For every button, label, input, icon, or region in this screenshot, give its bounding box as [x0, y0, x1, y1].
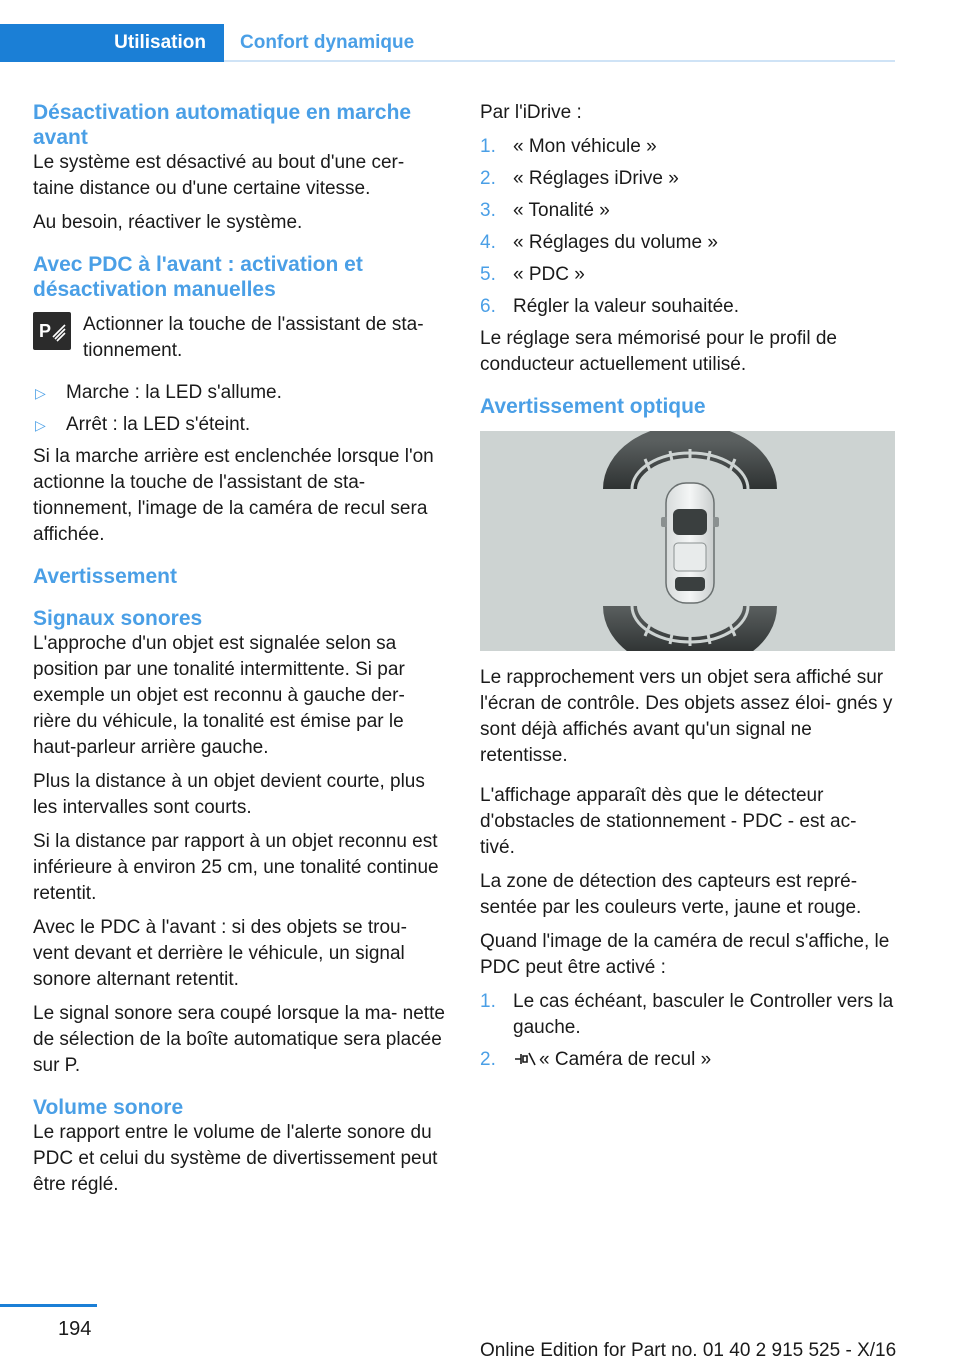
- tab-confort-dynamique[interactable]: Confort dynamique: [240, 32, 415, 53]
- list-item: [480, 262, 895, 288]
- led-state-list: [33, 380, 447, 438]
- step-text: « Réglages iDrive »: [513, 168, 679, 189]
- edition-note: Online Edition for Part no. 01 40 2 915 525 - X/16: [480, 1340, 897, 1361]
- paragraph: Par l'iDrive :: [480, 102, 582, 123]
- list-item: [480, 294, 895, 320]
- step-text: Régler la valeur souhaitée.: [513, 296, 740, 317]
- left-column: [33, 100, 447, 1206]
- list-item: [33, 380, 447, 406]
- step-text: « Mon véhicule »: [513, 136, 657, 157]
- svg-text:P: P: [39, 321, 52, 341]
- header-bar: [0, 0, 960, 64]
- step-number: 2.: [480, 168, 496, 189]
- list-item: [480, 166, 895, 192]
- list-item: [480, 1047, 895, 1076]
- right-column: [480, 100, 895, 1082]
- triangle-bullet-icon: ▷: [35, 385, 46, 401]
- paragraph: Le système est désactivé au bout d'une cer‐ taine distance ou d'une certaine vitesse.: [33, 152, 405, 199]
- triangle-bullet-icon: ▷: [35, 417, 46, 433]
- rear-camera-icon: [513, 1050, 539, 1076]
- paragraph: Le rapport entre le volume de l'alerte sonore du PDC et celui du système de divertissement peut être réglé.: [33, 1122, 438, 1195]
- step-number: 1.: [480, 991, 496, 1012]
- list-item: [480, 989, 895, 1041]
- paragraph: Plus la distance à un objet devient courte, plus les intervalles sont courts.: [33, 771, 425, 818]
- step-number: 4.: [480, 232, 496, 253]
- list-item: [33, 412, 447, 438]
- heading-front-pdc: Avec PDC à l'avant : activation et désactivation manuelles: [33, 253, 363, 301]
- heading-volume: Volume sonore: [33, 1096, 184, 1119]
- list-item-text: Marche : la LED s'allume.: [66, 382, 282, 403]
- heading-auto-deactivation: Désactivation automatique en marche avant: [33, 101, 412, 149]
- pdc-display-image: [480, 431, 895, 651]
- paragraph: Au besoin, réactiver le système.: [33, 212, 303, 233]
- step-text: Le cas échéant, basculer le Controller vers la gauche.: [513, 991, 894, 1038]
- paragraph: Si la distance par rapport à un objet reconnu est inférieure à environ 25 cm, une tonalité continue retentit.: [33, 831, 439, 904]
- paragraph: Le signal sonore sera coupé lorsque la ma‐ nette de sélection de la boîte automatique sera placée sur P.: [33, 1003, 445, 1076]
- step-number: 1.: [480, 136, 496, 157]
- camera-steps-list: [480, 989, 895, 1076]
- tab-utilisation[interactable]: Utilisation: [0, 24, 224, 62]
- step-number: 3.: [480, 200, 496, 221]
- step-text: « PDC »: [513, 264, 585, 285]
- paragraph: Quand l'image de la caméra de recul s'affiche, le PDC peut être activé :: [480, 931, 890, 978]
- heading-optical-warning: Avertissement optique: [480, 395, 706, 418]
- paragraph: La zone de détection des capteurs est repré‐ sentée par les couleurs verte, jaune et rouge.: [480, 871, 862, 918]
- list-item: [480, 134, 895, 160]
- paragraph: Avec le PDC à l'avant : si des objets se trou‐ vent devant et derrière le véhicule, un signal sonore alternant retentit.: [33, 917, 407, 990]
- list-item: [480, 198, 895, 224]
- header-rule: [224, 60, 895, 62]
- heading-acoustic-signals: Signaux sonores: [33, 607, 203, 630]
- paragraph: L'approche d'un objet est signalée selon sa position par une tonalité intermittente. Si par exemple un objet est reconnu à gauche der‐ rière du véhicule, la tonalité est émise par le haut-parleur arrière gauche.: [33, 633, 405, 758]
- step-number: 5.: [480, 264, 496, 285]
- list-item: [480, 230, 895, 256]
- paragraph: Le réglage sera mémorisé pour le profil de conducteur actuellement utilisé.: [480, 328, 837, 375]
- instruction-with-icon: [33, 312, 447, 364]
- icon-instruction-text: Actionner la touche de l'assistant de sta‐ tionnement.: [83, 314, 424, 361]
- page-number: 194: [58, 1318, 92, 1340]
- parking-assistant-button-icon: [33, 312, 71, 350]
- footer-rule: [0, 1304, 97, 1307]
- step-text: « Tonalité »: [513, 200, 610, 221]
- paragraph: Si la marche arrière est enclenchée lorsque l'on actionne la touche de l'assistant de sta‐ tionnement, l'image de la caméra de recul sera affichée.: [33, 446, 434, 545]
- step-number: 6.: [480, 296, 496, 317]
- pdc-car-illustration: [480, 431, 895, 651]
- idrive-steps-list: [480, 134, 895, 320]
- step-text: « Caméra de recul »: [539, 1049, 712, 1070]
- step-number: 2.: [480, 1049, 496, 1070]
- list-item-text: Arrêt : la LED s'éteint.: [66, 414, 251, 435]
- step-text: « Réglages du volume »: [513, 232, 718, 253]
- paragraph: Le rapprochement vers un objet sera affiché sur l'écran de contrôle. Des objets assez éloi‐ gnés y sont déjà affichés avant qu'un signal ne retentisse.: [480, 667, 893, 766]
- paragraph: L'affichage apparaît dès que le détecteur d'obstacles de stationnement - PDC - est ac‐ tivé.: [480, 785, 857, 858]
- heading-warning: Avertissement: [33, 565, 177, 588]
